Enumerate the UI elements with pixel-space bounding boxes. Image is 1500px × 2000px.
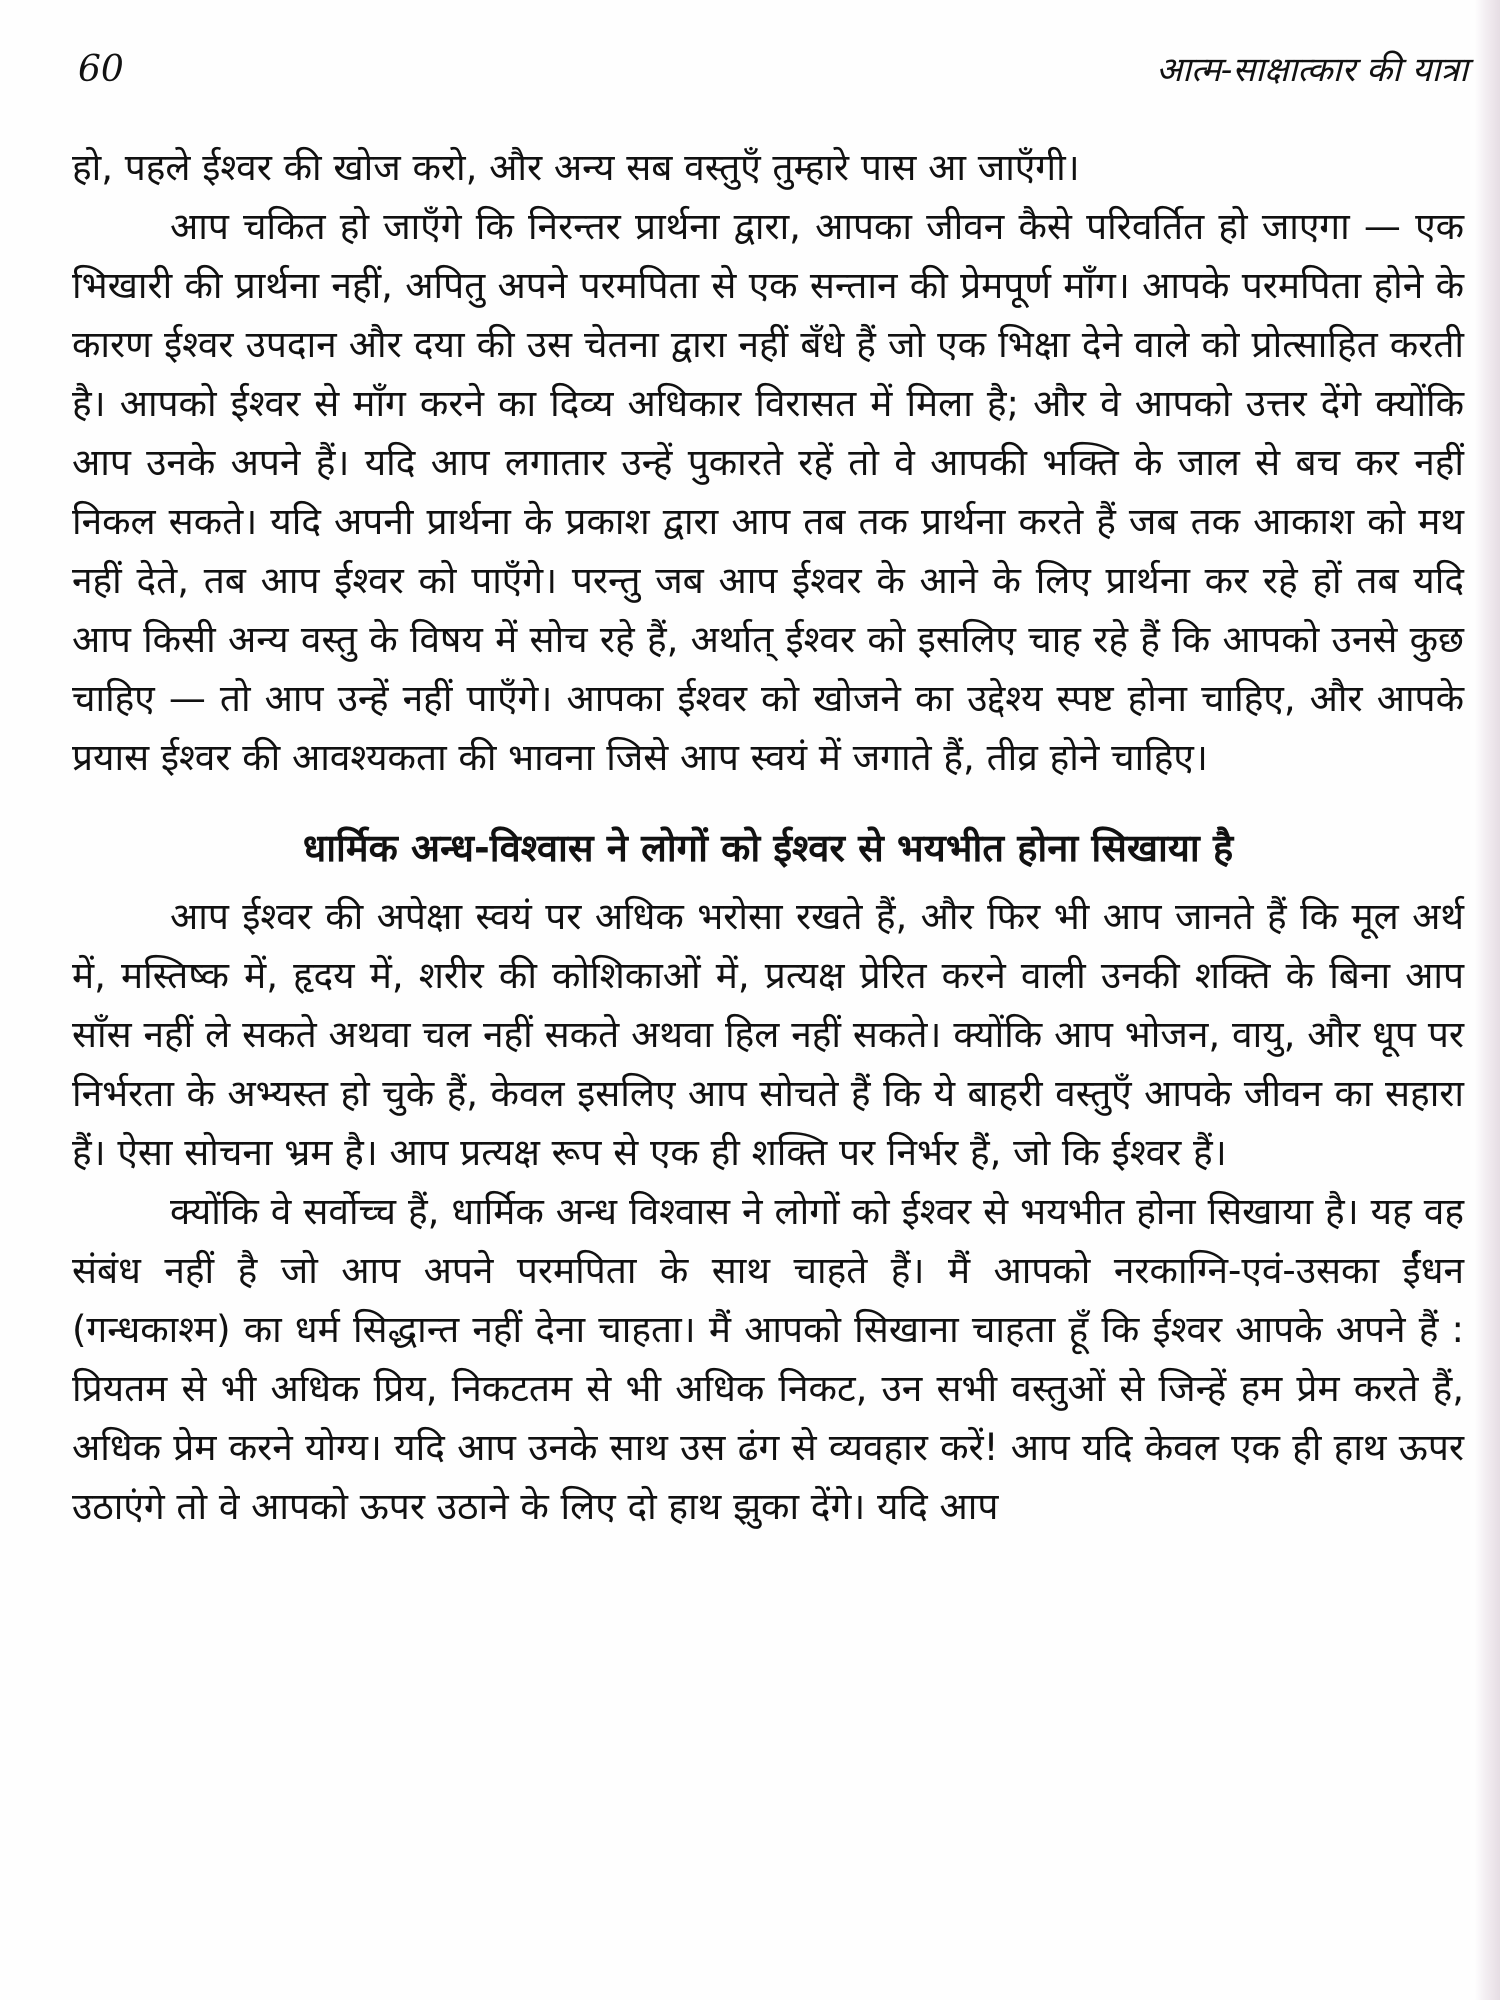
paragraph-fear: क्योंकि वे सर्वोच्च हैं, धार्मिक अन्ध विश्वास ने लोगों को ईश्वर से भयभीत होना सिखाया है। यह वह संबंध नहीं है जो आप अपने परमपिता के साथ चाहते हैं। मैं आपको नरकाग्नि-एवं-उसका ईंधन (गन्धकाश्म) का धर्म सिद्धान्त नहीं देना चाहता। मैं आपको सिखाना चाहता हूँ कि ईश्वर आपके अपने हैं : प्रियतम से भी अधिक प्रिय, निकटतम से भी अधिक निकट, उन सभी वस्तुओं से जिन्हें हम प्रेम करते हैं, अधिक प्रेम करने योग्य। यदि आप उनके साथ उस ढंग से व्यवहार करें! आप यदि केवल एक ही हाथ ऊपर उठाएंगे तो वे आपको ऊपर उठाने के लिए दो हाथ झुका देंगे। यदि आप <box>72 1190 1464 1528</box>
running-title: आत्म-साक्षात्कार की यात्रा <box>1156 50 1468 90</box>
body-text <box>72 138 1464 1536</box>
page-header <box>78 40 1468 100</box>
section-heading: धार्मिक अन्ध-विश्वास ने लोगों को ईश्वर से भयभीत होना सिखाया है <box>302 826 1234 870</box>
page-number: 60 <box>78 49 124 90</box>
paragraph-continued: हो, पहले ईश्वर की खोज करो, और अन्य सब वस्तुएँ तुम्हारे पास आ जाएँगी। <box>72 146 1080 189</box>
paragraph-dependence: आप ईश्वर की अपेक्षा स्वयं पर अधिक भरोसा रखते हैं, और फिर भी आप जानते हैं कि मूल अर्थ में, मस्तिष्क में, हृदय में, शरीर की कोशिकाओं में, प्रत्यक्ष प्रेरित करने वाली उनकी शक्ति के बिना आप साँस नहीं ले सकते अथवा चल नहीं सकते अथवा हिल नहीं सकते। क्योंकि आप भोजन, वायु, और धूप पर निर्भरता के अभ्यस्त हो चुके हैं, केवल इसलिए आप सोचते हैं कि ये बाहरी वस्तुएँ आपके जीवन का सहारा हैं। ऐसा सोचना भ्रम है। आप प्रत्यक्ष रूप से एक ही शक्ति पर निर्भर हैं, जो कि ईश्वर हैं। <box>72 895 1464 1174</box>
paragraph-prayer: आप चकित हो जाएँगे कि निरन्तर प्रार्थना द्वारा, आपका जीवन कैसे परिवर्तित हो जाएगा — एक भिखारी की प्रार्थना नहीं, अपितु अपने परमपिता से एक सन्तान की प्रेमपूर्ण माँग। आपके परमपिता होने के कारण ईश्वर उपदान और दया की उस चेतना द्वारा नहीं बँधे हैं जो एक भिक्षा देने वाले को प्रोत्साहित करती है। आपको ईश्वर से माँग करने का दिव्य अधिकार विरासत में मिला है; और वे आपको उत्तर देंगे क्योंकि आप उनके अपने हैं। यदि आप लगातार उन्हें पुकारते रहें तो वे आपकी भक्ति के जाल से बच कर नहीं निकल सकते। यदि अपनी प्रार्थना के प्रकाश द्वारा आप तब तक प्रार्थना करते हैं जब तक आकाश को मथ नहीं देते, तब आप ईश्वर को पाएँगे। परन्तु जब आप ईश्वर के आने के लिए प्रार्थना कर रहे हों तब यदि आप किसी अन्य वस्तु के विषय में सोच रहे हैं, अर्थात् ईश्वर को इसलिए चाह रहे हैं कि आपको उनसे कुछ चाहिए — तो आप उन्हें नहीं पाएँगे। आपका ईश्वर को खोजने का उद्देश्य स्पष्ट होना चाहिए, और आपके प्रयास ईश्वर की आवश्यकता की भावना जिसे आप स्वयं में जगाते हैं, तीव्र होने चाहिए। <box>72 205 1464 779</box>
page-edge-shadow <box>1474 0 1500 2000</box>
